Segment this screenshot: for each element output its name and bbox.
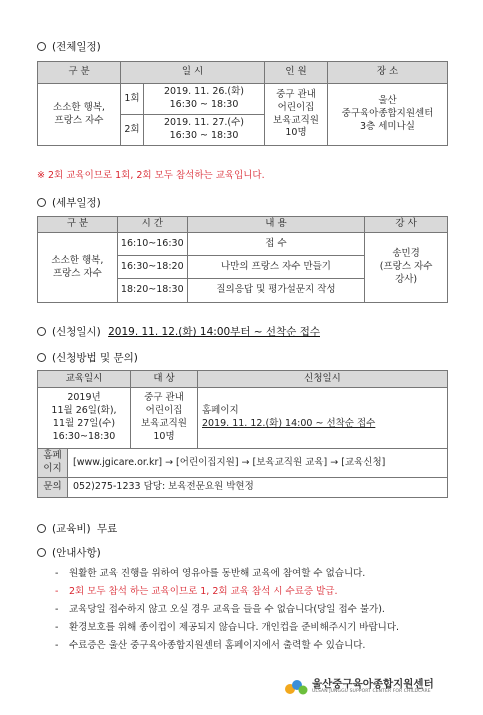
guide-item-5: - 수료증은 울산 중구육아종합지원센터 홈페이지에서 출력할 수 있습니다. bbox=[55, 640, 366, 651]
guide-item-3: - 교육당일 접수하지 않고 오실 경우 교육을 들을 수 없습니다(당일 접수 불가). bbox=[55, 604, 385, 615]
homepage-path-link[interactable]: [www.jgicare.or.kr] → [어린이집지원] → [보육교직원 교육] → [교육신청] bbox=[68, 449, 448, 478]
detail-header-instructor: 강 사 bbox=[365, 217, 448, 233]
circle-bullet-icon bbox=[37, 327, 46, 336]
section-title-apply-date: (신청일시) 2019. 11. 12.(화) 14:00부터 ~ 선착순 접수 bbox=[37, 324, 320, 339]
circle-bullet-icon bbox=[37, 198, 46, 207]
guide-item-2: - 2회 모두 참석 하는 교육이므로 1, 2회 교육 참석 시 수료증 발급. bbox=[55, 586, 338, 597]
center-logo-subtitle: ULSAN JUNGGU SUPPORT CENTER FOR CHILDCARE bbox=[312, 689, 431, 695]
center-logo-icon bbox=[284, 678, 308, 696]
method-contact-label: 문의 bbox=[38, 478, 68, 498]
overall-schedule-table bbox=[37, 61, 448, 146]
detail-time-1: 16:10~16:30 bbox=[117, 233, 187, 256]
overall-header-place: 장 소 bbox=[328, 62, 448, 84]
method-target-cell: 중구 관내 어린이집 보육교직원 10명 bbox=[131, 388, 198, 449]
method-contact-value: 052)275-1233 담당: 보육전문요원 박현정 bbox=[68, 478, 448, 498]
detail-category-cell: 소소한 행복, 프랑스 자수 bbox=[38, 233, 118, 303]
method-header-apply-date: 신청일시 bbox=[198, 371, 448, 388]
detail-header-time: 시 간 bbox=[117, 217, 187, 233]
fee-value: 무료 bbox=[96, 523, 118, 535]
section-title-overall: (전체일정) bbox=[37, 39, 101, 54]
section-title-detail: (세부일정) bbox=[37, 195, 101, 210]
overall-header-datetime: 일 시 bbox=[121, 62, 265, 84]
detail-content-2: 나만의 프랑스 자수 만들기 bbox=[187, 256, 364, 279]
session-datetime-1: 2019. 11. 26.(화) 16:30 ~ 18:30 bbox=[144, 84, 265, 115]
detail-header-content: 내 용 bbox=[187, 217, 364, 233]
section-title-method: (신청방법 및 문의) bbox=[37, 350, 138, 365]
method-header-edu-date: 교육일시 bbox=[38, 371, 131, 388]
session-round-1: 1회 bbox=[121, 84, 144, 115]
circle-bullet-icon bbox=[37, 548, 46, 557]
overall-category-cell: 소소한 행복, 프랑스 자수 bbox=[38, 84, 121, 146]
center-logo-name: 울산중구육아종합지원센터 bbox=[312, 678, 434, 691]
overall-place-cell: 울산 중구육아종합지원센터 3층 세미나실 bbox=[328, 84, 448, 146]
circle-bullet-icon bbox=[37, 524, 46, 533]
overall-header-people: 인 원 bbox=[265, 62, 328, 84]
section-title-guide: (안내사항) bbox=[37, 545, 101, 560]
overall-people-cell: 중구 관내 어린이집 보육교직원 10명 bbox=[265, 84, 328, 146]
guide-item-4: - 환경보호를 위해 종이컵이 제공되지 않습니다. 개인컵을 준비해주시기 바랍니다. bbox=[55, 622, 400, 633]
circle-bullet-icon bbox=[37, 42, 46, 51]
method-edu-dates-cell: 2019년 11월 26일(화), 11월 27일(수) 16:30~18:30 bbox=[38, 388, 131, 449]
method-apply-cell: 홈페이지 2019. 11. 12.(화) 14:00 ~ 선착순 접수 bbox=[198, 388, 448, 449]
detail-content-3: 질의응답 및 평가설문지 작성 bbox=[187, 279, 364, 303]
section-title-fee: (교육비) 무료 bbox=[37, 521, 117, 536]
detail-content-1: 접 수 bbox=[187, 233, 364, 256]
circle-bullet-icon bbox=[37, 353, 46, 362]
detail-schedule-table bbox=[37, 216, 448, 303]
detail-time-3: 18:20~18:30 bbox=[117, 279, 187, 303]
session-datetime-2: 2019. 11. 27.(수) 16:30 ~ 18:30 bbox=[144, 115, 265, 146]
method-home-label: 홈페 이지 bbox=[38, 449, 68, 478]
method-header-target: 대 상 bbox=[131, 371, 198, 388]
apply-date-value: 2019. 11. 12.(화) 14:00부터 ~ 선착순 접수 bbox=[108, 326, 320, 338]
overall-header-category: 구 분 bbox=[38, 62, 121, 84]
detail-header-category: 구 분 bbox=[38, 217, 118, 233]
notice-text: ※ 2회 교육이므로 1회, 2회 모두 참석하는 교육입니다. bbox=[37, 170, 265, 181]
detail-time-2: 16:30~18:20 bbox=[117, 256, 187, 279]
method-table bbox=[37, 370, 448, 498]
center-logo bbox=[284, 678, 434, 696]
session-round-2: 2회 bbox=[121, 115, 144, 146]
guide-item-1: - 원활한 교육 진행을 위하여 영유아를 동반해 교육에 참여할 수 없습니다. bbox=[55, 568, 366, 579]
detail-instructor-cell: 송민경 (프랑스 자수 강사) bbox=[365, 233, 448, 303]
